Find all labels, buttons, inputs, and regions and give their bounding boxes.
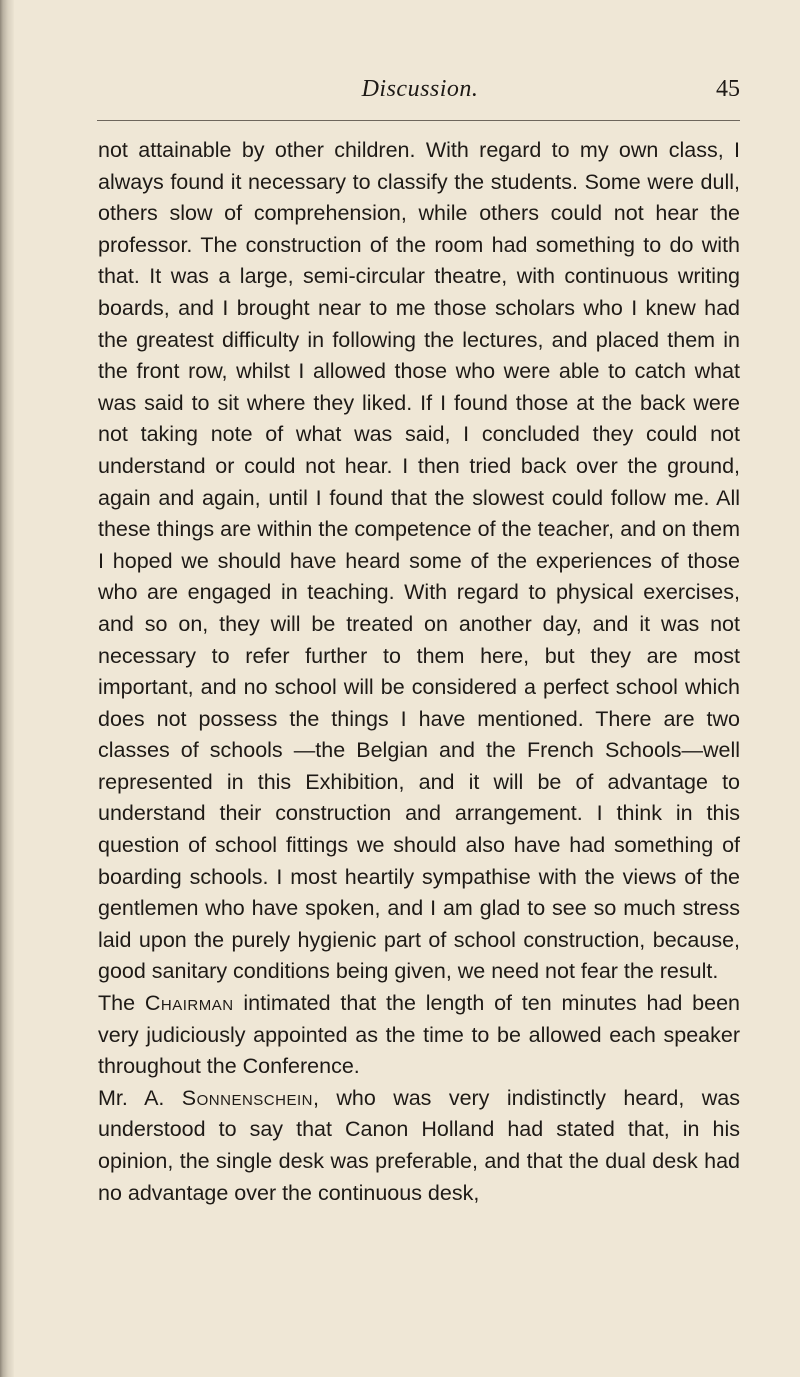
paragraph-1: not attainable by other children. With regard to my own class, I always found it necessary to classify the students. Some were dull, others slow of comprehension, while others could not hear the professor. The construction of the room had something to do with that. It was a large, semi-circular theatre, with continuous writing boards, and I brought near to me those scholars who I knew had the greatest difficulty in following the lectures, and placed them in the front row, whilst I allowed those who were able to catch what was said to sit where they liked. If I found those at the back were not taking note of what was said, I concluded they could not understand or could not hear. I then tried back over the ground, again and again, until I found that the slowest could follow me. All these things are within the competence of the teacher, and on them I hoped we should have heard some of the experiences of those who are engaged in teaching. With regard to physical exercises, and so on, they will be treated on another day, and it was not necessary to refer further to them here, but they are most important, and no school will be considered a perfect school which does not possess the things I have mentioned. There are two classes of schools —the Belgian and the French Schools—well represented in this Exhibition, and it will be of advantage to understand their construction and arrangement. I think in this question of school fittings we should also have had something of boarding schools. I most heartily sympathise with the views of the gentlemen who have spoken, and I am glad to see so much stress laid upon the purely hygienic part of school construction, because, good sanitary conditions being given, we need not fear the result. (98, 138, 740, 984)
speaker-chairman: Chairman (144, 991, 234, 1016)
body-text (98, 135, 740, 1209)
paragraph-3 (98, 1083, 740, 1209)
running-title: Discussion. (361, 76, 479, 102)
paragraph-2-text: intimated that the length of ten minutes had been very judiciously appointed as the time to be allowed each speaker throughout the Conference. (98, 991, 741, 1079)
paragraph-3-prefix: Mr. A. (98, 1085, 165, 1110)
page-header (100, 74, 740, 108)
speaker-sonnenschein: Sonnenschein (181, 1085, 313, 1110)
header-rule (97, 120, 740, 121)
page-binding-edge (0, 0, 14, 1377)
page-number: 45 (716, 76, 740, 102)
paragraph-2 (98, 988, 740, 1083)
paragraph-3-text: , who was very indistinctly heard, was understood to say that Canon Holland had stated that, in his opinion, the single desk was preferable, and that the dual desk had no advantage over the continuous desk, (98, 1085, 740, 1205)
paragraph-2-article: The (98, 991, 136, 1016)
